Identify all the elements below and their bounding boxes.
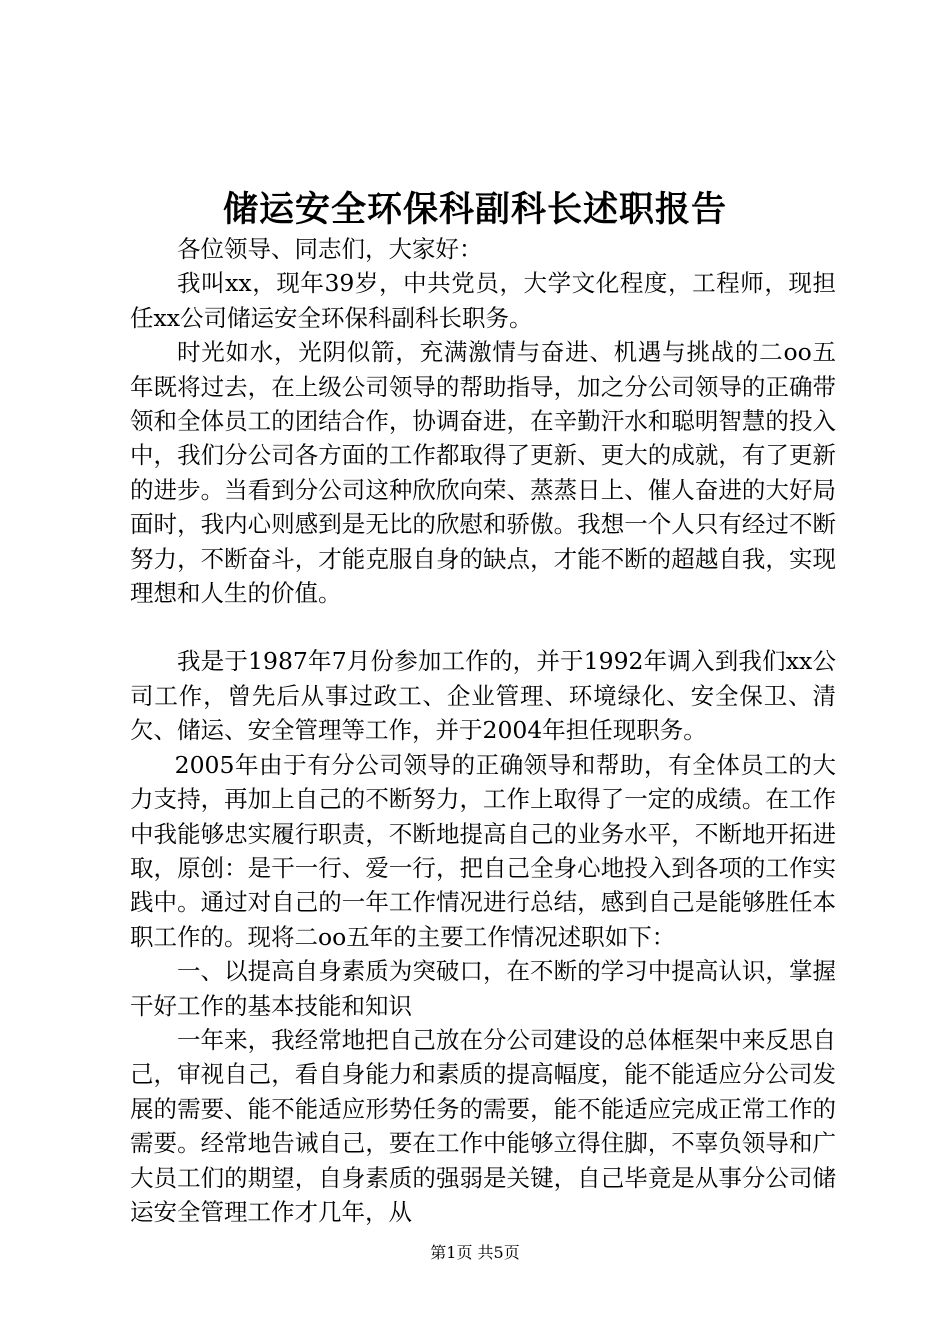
paragraph-introduction: 我叫xx，现年39岁，中共党员，大学文化程度，工程师，现担任xx公司储运安全环保科副科长职务。 — [130, 269, 836, 332]
paragraph-reflection: 时光如水，光阴似箭，充满激情与奋进、机遇与挑战的二oo五年既将过去，在上级公司领导的帮助指导，加之分公司领导的正确带领和全体员工的团结合作，协调奋进，在辛勤汗水和聪明智慧的投入中，我们分公司各方面的工作都取得了更新、更大的成就，有了更新的进步。当看到分公司这种欣欣向荣、蒸蒸日上、催人奋进的大好局面时，我内心则感到是无比的欣慰和骄傲。我想一个人只有经过不断努力，不断奋斗，才能克服自身的缺点，才能不断的超越自我，实现理想和人生的价值。 — [130, 338, 836, 608]
paragraph-work-history: 我是于1987年7月份参加工作的，并于1992年调入到我们xx公司工作，曾先后从事过政工、企业管理、环境绿化、安全保卫、清欠、储运、安全管理等工作，并于2004年担任现职务。 — [130, 647, 836, 745]
page-title: 储运安全环保科副科长述职报告 — [222, 189, 727, 230]
paragraph-self-review: 一年来，我经常地把自己放在分公司建设的总体框架中来反思自己，审视自己，看自身能力和素质的提高幅度，能不能适应分公司发展的需要、能不能适应形势任务的需要，能不能适应完成正常工作的需要。经常地告诫自己，要在工作中能够立得住脚，不辜负领导和广大员工们的期望，自身素质的强弱是关键，自己毕竟是从事分公司储运安全管理工作才几年，从 — [130, 1025, 836, 1226]
page-number-footer: 第1页 共5页 — [430, 1243, 520, 1262]
section-heading-1: 一、以提高自身素质为突破口，在不断的学习中提高认识，掌握干好工作的基本技能和知识 — [130, 957, 836, 1020]
paragraph-spacer — [130, 610, 836, 644]
document-body — [130, 232, 836, 1229]
paragraph-2005-summary: 2005年由于有分公司领导的正确领导和帮助，有全体员工的大力支持，再加上自己的不断努力，工作上取得了一定的成绩。在工作中我能够忠实履行职责，不断地提高自己的业务水平，不断地开拓进取，原创：是干一行、爱一行，把自己全身心地投入到各项的工作实践中。通过对自己的一年工作情况进行总结，感到自己是能够胜任本职工作的。现将二oo五年的主要工作情况述职如下： — [130, 750, 836, 951]
paragraph-greeting: 各位领导、同志们，大家好： — [177, 235, 483, 263]
